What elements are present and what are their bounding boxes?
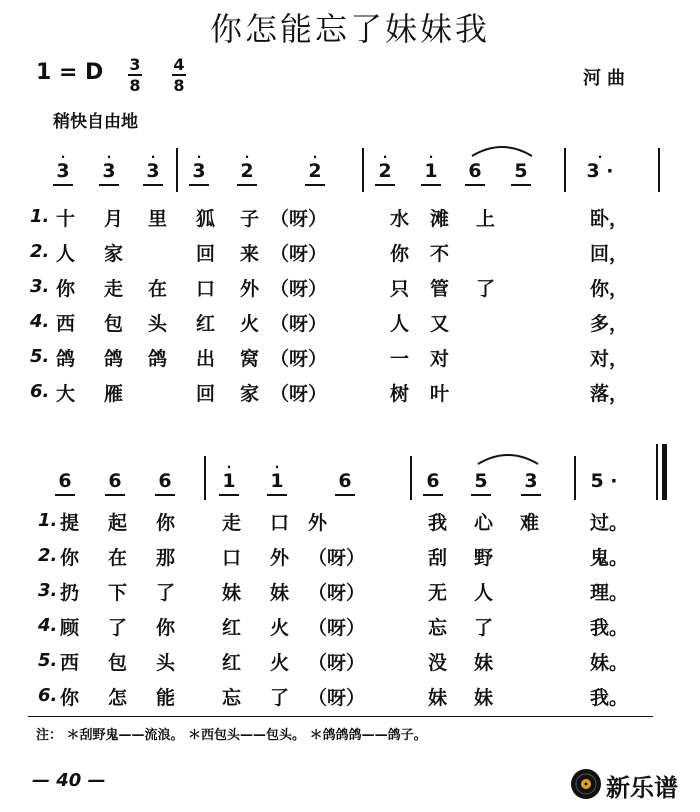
- lyric-syllable: （呀）: [270, 208, 328, 230]
- verse-number: 1.: [30, 206, 50, 227]
- vinyl-record-icon: [570, 768, 602, 800]
- lyric-syllable: 多，: [590, 313, 629, 335]
- lyric-syllable: 妹: [474, 652, 494, 674]
- song-title: 你怎能忘了妹妹我: [209, 10, 490, 48]
- lyric-syllable: 下: [108, 582, 128, 604]
- lyric-syllable: 难: [520, 512, 540, 534]
- verse-number: 3.: [30, 276, 50, 297]
- source-region: 河曲: [583, 68, 631, 89]
- lyric-syllable: 在: [148, 278, 168, 300]
- lyric-syllable: 不: [430, 243, 450, 265]
- lyric-syllable: 狐: [196, 208, 216, 230]
- lyric-syllable: （呀）: [270, 383, 328, 405]
- barline: [410, 456, 412, 500]
- lyric-syllable: 管: [430, 278, 450, 300]
- lyric-syllable: 了: [476, 278, 496, 300]
- lyric-syllable: 红: [222, 617, 242, 639]
- slur: [470, 142, 534, 158]
- note: 3: [518, 464, 544, 496]
- lyric-syllable: 里: [148, 208, 168, 230]
- lyric-syllable: 滩: [430, 208, 450, 230]
- lyric-syllable: 鬼。: [590, 547, 629, 569]
- lyric-syllable: 只: [390, 278, 410, 300]
- time-signature-4-8: 4 8: [173, 55, 185, 95]
- lyric-syllable: 人: [474, 582, 494, 604]
- verse-number: 5.: [30, 346, 50, 367]
- lyric-syllable: 窝: [240, 348, 260, 370]
- note: 5 ·: [590, 470, 618, 492]
- verse-number: 4.: [38, 615, 58, 636]
- lyric-syllable: 鸽: [148, 348, 168, 370]
- verse-number: 6.: [30, 381, 50, 402]
- lyric-syllable: 火: [270, 617, 290, 639]
- note: · 1: [264, 464, 290, 496]
- lyric-syllable: 走: [104, 278, 124, 300]
- lyric-syllable: 理。: [590, 582, 629, 604]
- lyric-syllable: 妹: [428, 687, 448, 709]
- logo-text: 新乐谱: [606, 774, 678, 802]
- lyric-syllable: 家: [104, 243, 124, 265]
- lyric-syllable: 外: [308, 512, 328, 534]
- verse-number: 2.: [38, 545, 58, 566]
- barline: [574, 456, 576, 500]
- time-signature-3-8: 3 8: [129, 55, 141, 95]
- lyric-syllable: （呀）: [308, 652, 366, 674]
- lyric-syllable: 在: [108, 547, 128, 569]
- lyric-syllable: 回，: [590, 243, 629, 265]
- lyric-syllable: 了: [156, 582, 176, 604]
- key-signature: 1 = D: [36, 60, 104, 85]
- lyric-syllable: （呀）: [308, 582, 366, 604]
- note: · 3: [96, 154, 122, 186]
- lyric-syllable: 没: [428, 652, 448, 674]
- barline: [176, 148, 178, 192]
- note: 5: [468, 464, 494, 496]
- lyric-syllable: 头: [156, 652, 176, 674]
- lyric-syllable: 口: [196, 278, 216, 300]
- lyric-syllable: 大: [56, 383, 76, 405]
- lyric-syllable: 口: [222, 547, 242, 569]
- lyric-syllable: 你: [60, 687, 80, 709]
- lyric-syllable: 叶: [430, 383, 450, 405]
- lyric-syllable: 外: [240, 278, 260, 300]
- lyric-syllable: 你: [60, 547, 80, 569]
- lyric-syllable: 心: [474, 512, 494, 534]
- lyric-syllable: 走: [222, 512, 242, 534]
- lyric-syllable: 妹: [222, 582, 242, 604]
- verse-number: 5.: [38, 650, 58, 671]
- final-barline-thick: [662, 444, 667, 500]
- note: · 3 ·: [586, 150, 614, 182]
- footnote-divider: [28, 716, 653, 717]
- lyric-syllable: 红: [222, 652, 242, 674]
- lyric-syllable: 你: [156, 617, 176, 639]
- verse-number: 6.: [38, 685, 58, 706]
- lyric-syllable: 了: [474, 617, 494, 639]
- lyric-syllable: 你: [56, 278, 76, 300]
- footnote: 注： ＊刮野鬼——流浪。 ＊西包头——包头。 ＊鸽鸽鸽——鸽子。: [36, 728, 427, 743]
- note: · 3: [186, 154, 212, 186]
- lyric-syllable: 人: [390, 313, 410, 335]
- note: · 2: [302, 154, 328, 186]
- note: 6: [152, 464, 178, 496]
- lyric-syllable: 上: [476, 208, 496, 230]
- lyric-syllable: 十: [56, 208, 76, 230]
- lyric-syllable: 雁: [104, 383, 124, 405]
- verse-number: 2.: [30, 241, 50, 262]
- lyric-syllable: 我: [428, 512, 448, 534]
- lyric-syllable: 子: [240, 208, 260, 230]
- lyric-syllable: 怎: [108, 687, 128, 709]
- lyric-syllable: 落，: [590, 383, 629, 405]
- lyric-syllable: 你: [156, 512, 176, 534]
- lyric-syllable: 西: [60, 652, 80, 674]
- lyric-syllable: 回: [196, 243, 216, 265]
- lyric-syllable: （呀）: [270, 278, 328, 300]
- note: · 2: [372, 154, 398, 186]
- note: 5: [508, 154, 534, 186]
- lyric-syllable: 我。: [590, 687, 629, 709]
- lyric-syllable: 妹。: [590, 652, 629, 674]
- lyric-syllable: 水: [390, 208, 410, 230]
- note: · 2: [234, 154, 260, 186]
- barline: [362, 148, 364, 192]
- note: 6: [420, 464, 446, 496]
- lyric-syllable: 树: [390, 383, 410, 405]
- verse-number: 1.: [38, 510, 58, 531]
- lyric-syllable: 了: [108, 617, 128, 639]
- verse-number: 3.: [38, 580, 58, 601]
- lyric-syllable: （呀）: [270, 348, 328, 370]
- tempo-marking: 稍快自由地: [53, 112, 138, 132]
- lyric-syllable: 能: [156, 687, 176, 709]
- lyric-syllable: 忘: [222, 687, 242, 709]
- lyric-syllable: 口: [270, 512, 290, 534]
- lyric-syllable: 你，: [590, 278, 629, 300]
- lyric-syllable: 火: [270, 652, 290, 674]
- lyric-syllable: 月: [104, 208, 124, 230]
- lyric-syllable: 头: [148, 313, 168, 335]
- lyric-syllable: 包: [104, 313, 124, 335]
- verse-number: 4.: [30, 311, 50, 332]
- lyric-syllable: 起: [108, 512, 128, 534]
- lyric-syllable: 野: [474, 547, 494, 569]
- lyric-syllable: （呀）: [270, 313, 328, 335]
- note: · 1: [418, 154, 444, 186]
- lyric-syllable: 过。: [590, 512, 629, 534]
- lyric-syllable: 卧，: [590, 208, 629, 230]
- lyric-syllable: （呀）: [308, 617, 366, 639]
- lyric-syllable: （呀）: [308, 687, 366, 709]
- lyric-syllable: 火: [240, 313, 260, 335]
- lyric-syllable: 鸽: [104, 348, 124, 370]
- slur: [476, 450, 540, 466]
- lyric-syllable: 回: [196, 383, 216, 405]
- lyric-syllable: 西: [56, 313, 76, 335]
- lyric-syllable: 提: [60, 512, 80, 534]
- lyric-syllable: 出: [196, 348, 216, 370]
- lyric-syllable: 包: [108, 652, 128, 674]
- lyric-syllable: 妹: [270, 582, 290, 604]
- lyric-syllable: 家: [240, 383, 260, 405]
- lyric-syllable: （呀）: [270, 243, 328, 265]
- lyric-syllable: 鸽: [56, 348, 76, 370]
- page-number: — 40 —: [32, 770, 106, 791]
- lyric-syllable: 一: [390, 348, 410, 370]
- lyric-syllable: （呀）: [308, 547, 366, 569]
- note: · 3: [50, 154, 76, 186]
- lyric-syllable: 无: [428, 582, 448, 604]
- lyric-syllable: 那: [156, 547, 176, 569]
- lyric-syllable: 又: [430, 313, 450, 335]
- lyric-syllable: 对，: [590, 348, 629, 370]
- note: · 1: [216, 464, 242, 496]
- lyric-syllable: 红: [196, 313, 216, 335]
- lyric-syllable: 刮: [428, 547, 448, 569]
- lyric-syllable: 来: [240, 243, 260, 265]
- lyric-syllable: 了: [270, 687, 290, 709]
- note: · 3: [140, 154, 166, 186]
- logo: [570, 766, 690, 802]
- lyric-syllable: 扔: [60, 582, 80, 604]
- barline: [204, 456, 206, 500]
- note: 6: [102, 464, 128, 496]
- note: 6: [52, 464, 78, 496]
- final-barline-thin: [656, 444, 658, 500]
- lyric-syllable: 妹: [474, 687, 494, 709]
- note: 6: [462, 154, 488, 186]
- lyric-syllable: 外: [270, 547, 290, 569]
- lyric-syllable: 人: [56, 243, 76, 265]
- lyric-syllable: 你: [390, 243, 410, 265]
- lyric-syllable: 顾: [60, 617, 80, 639]
- note: 6: [332, 464, 358, 496]
- barline: [658, 148, 660, 192]
- lyric-syllable: 我。: [590, 617, 629, 639]
- lyric-syllable: 忘: [428, 617, 448, 639]
- lyric-syllable: 对: [430, 348, 450, 370]
- barline: [564, 148, 566, 192]
